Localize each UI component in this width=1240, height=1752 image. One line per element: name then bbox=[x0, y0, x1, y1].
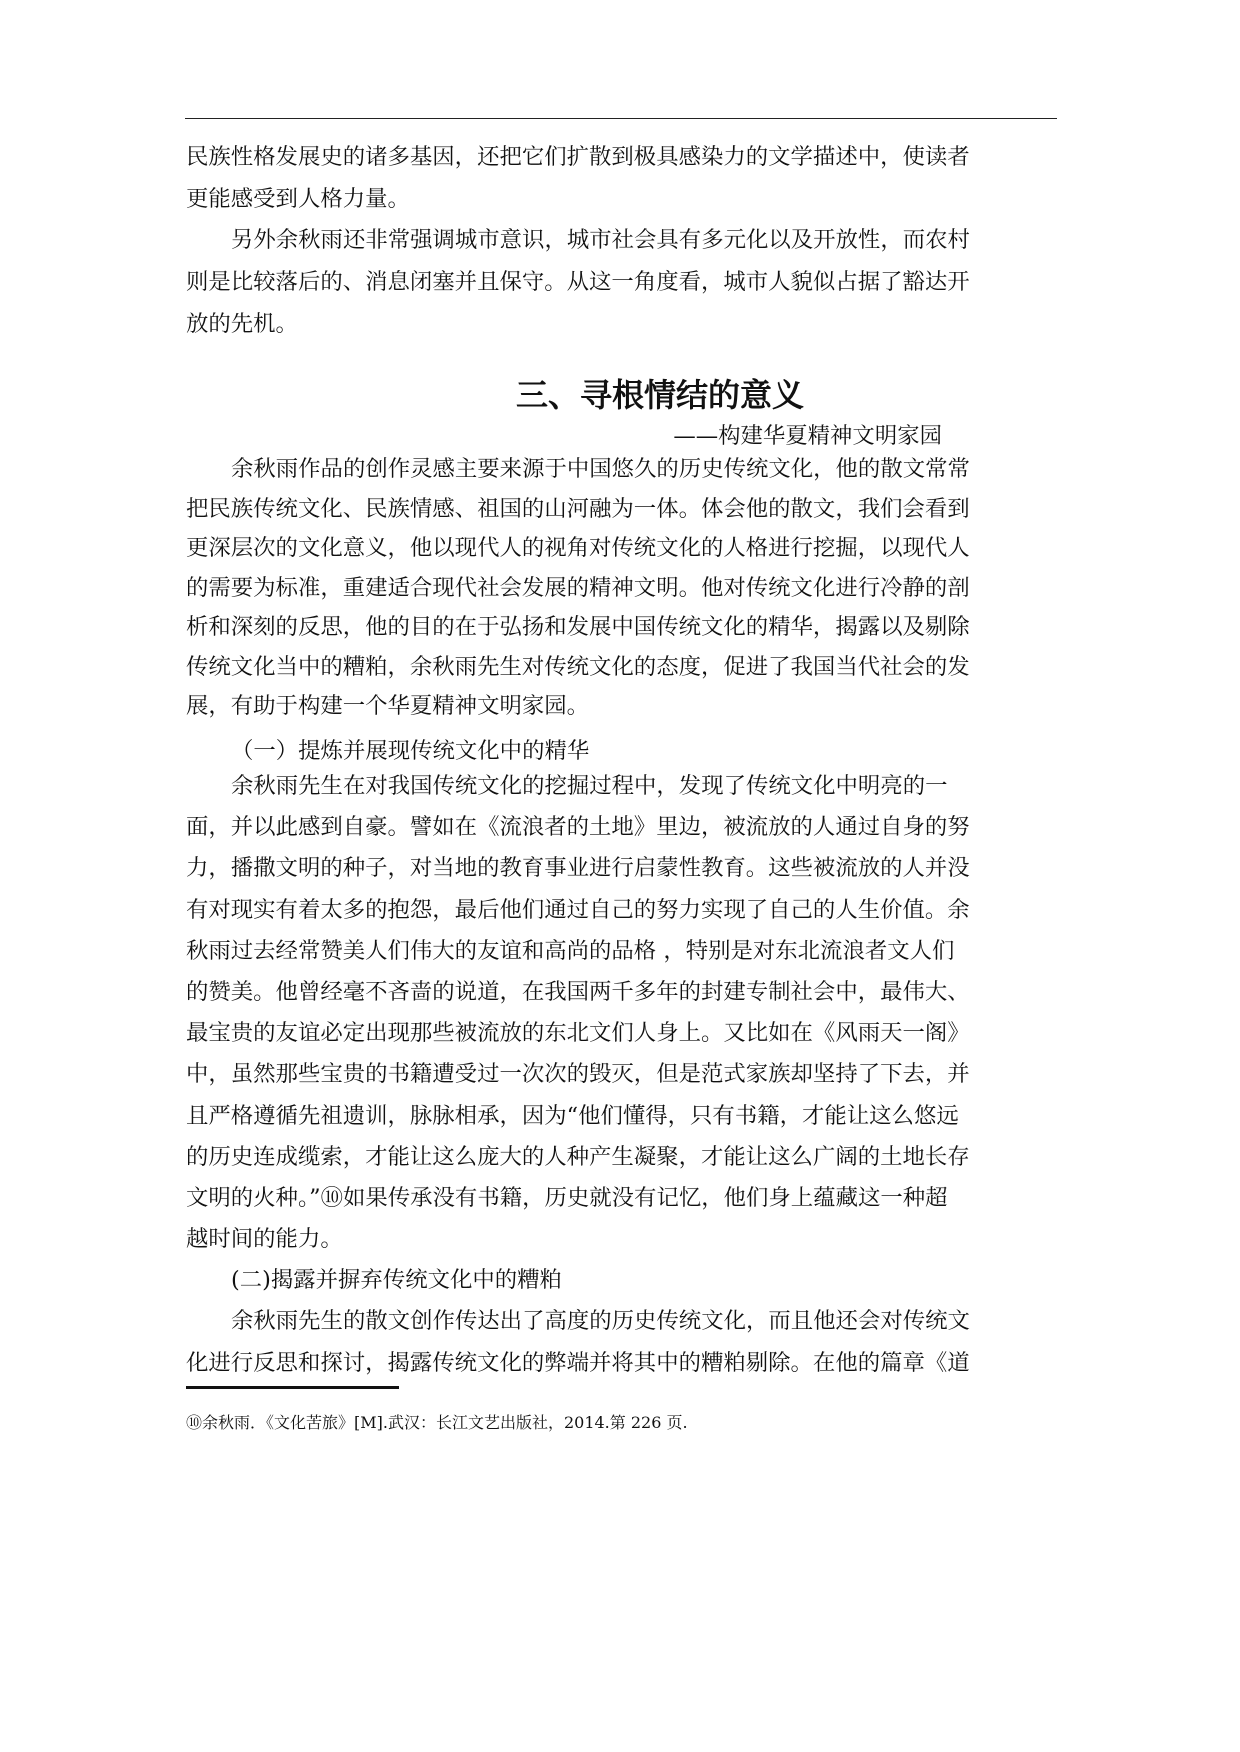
text-line: 的赞美。他曾经毫不吝啬的说道，在我国两千多年的封建专制社会中，最伟大、 bbox=[186, 978, 970, 1005]
section-title: 三、寻根情结的意义 bbox=[515, 376, 804, 414]
text-line: 的历史连成缆索，才能让这么庞大的人种产生凝聚，才能让这么广阔的土地长存 bbox=[186, 1143, 970, 1170]
text-line: 化进行反思和探讨，揭露传统文化的弊端并将其中的糟粕剔除。在他的篇章《道 bbox=[186, 1349, 970, 1376]
paragraphs-bottom bbox=[186, 766, 970, 1384]
text-line: 余秋雨先生的散文创作传达出了高度的历史传统文化，而且他还会对传统文 bbox=[231, 1308, 970, 1335]
paragraph-intro bbox=[186, 450, 970, 727]
footnote-rule bbox=[186, 1386, 399, 1389]
text-line: 展，有助于构建一个华夏精神文明家园。 bbox=[186, 693, 590, 719]
paragraphs-top bbox=[186, 137, 970, 345]
text-line: 秋雨过去经常赞美人们伟大的友谊和高尚的品格 ，特别是对东北流浪者文人们 bbox=[186, 937, 955, 964]
text-line: 力，播撒文明的种子，对当地的教育事业进行启蒙性教育。这些被流放的人并没 bbox=[186, 855, 970, 882]
text-line: 更能感受到人格力量。 bbox=[186, 185, 410, 212]
section-subtitle: ——构建华夏精神文明家园 bbox=[673, 423, 942, 449]
text-line: 且严格遵循先祖遗训，脉脉相承，因为“他们懂得，只有书籍，才能让这么悠远 bbox=[186, 1102, 959, 1129]
subheading-1: （一）提炼并展现传统文化中的精华 bbox=[231, 738, 590, 764]
text-line: 越时间的能力。 bbox=[186, 1226, 343, 1253]
text-line: 最宝贵的友谊必定出现那些被流放的东北文们人身上。又比如在《风雨天一阁》 bbox=[186, 1020, 970, 1047]
text-line: 余秋雨先生在对我国传统文化的挖掘过程中，发现了传统文化中明亮的一 bbox=[231, 773, 948, 799]
footnote: ⑩余秋雨．《文化苦旅》[M].武汉：长江文艺出版社，2014.第 226 页. bbox=[186, 1413, 688, 1432]
text-line: 析和深刻的反思，他的目的在于弘扬和发展中国传统文化的精华，揭露以及剔除 bbox=[186, 614, 970, 640]
text-line: 面，并以此感到自豪。譬如在《流浪者的土地》里边，被流放的人通过自身的努 bbox=[186, 814, 970, 841]
text-line: 民族性格发展史的诸多基因，还把它们扩散到极具感染力的文学描述中，使读者 bbox=[186, 144, 970, 170]
text-line: 余秋雨作品的创作灵感主要来源于中国悠久的历史传统文化，他的散文常常 bbox=[231, 456, 970, 482]
subheading: (二)揭露并摒弃传统文化中的糟粕 bbox=[231, 1267, 562, 1294]
text-line: 中，虽然那些宝贵的书籍遭受过一次次的毁灭，但是范式家族却坚持了下去，并 bbox=[186, 1061, 970, 1088]
text-line: 文明的火种。”⑩如果传承没有书籍，历史就没有记忆，他们身上蕴藏这一种超 bbox=[186, 1184, 948, 1211]
text-line: 则是比较落后的、消息闭塞并且保守。从这一角度看，城市人貌似占据了豁达开 bbox=[186, 269, 970, 296]
text-line: 有对现实有着太多的抱怨，最后他们通过自己的努力实现了自己的人生价值。余 bbox=[186, 896, 970, 923]
text-line: 的需要为标准，重建适合现代社会发展的精神文明。他对传统文化进行冷静的剖 bbox=[186, 574, 970, 601]
text-line: 更深层次的文化意义，他以现代人的视角对传统文化的人格进行挖掘，以现代人 bbox=[186, 535, 970, 561]
text-line: 把民族传统文化、民族情感、祖国的山河融为一体。体会他的散文，我们会看到 bbox=[186, 495, 970, 522]
text-line: 另外余秋雨还非常强调城市意识，城市社会具有多元化以及开放性，而农村 bbox=[231, 227, 970, 254]
text-line: 放的先机。 bbox=[186, 310, 298, 337]
header-rule bbox=[185, 118, 1057, 119]
text-line: 传统文化当中的糟粕，余秋雨先生对传统文化的态度，促进了我国当代社会的发 bbox=[186, 653, 970, 680]
